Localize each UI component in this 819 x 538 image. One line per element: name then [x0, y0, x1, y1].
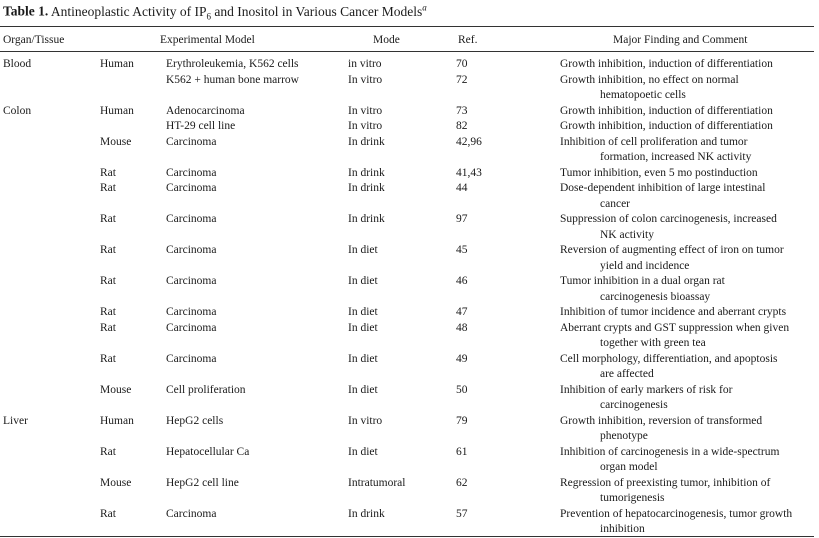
finding-cell: Growth inhibition, induction of differentiation — [560, 104, 773, 117]
mode-cell: In drink — [348, 182, 385, 194]
mode-cell: In diet — [348, 321, 378, 334]
model-cell: Carcinoma — [166, 507, 217, 520]
model-cell: Carcinoma — [166, 182, 217, 194]
ref-cell: 70 — [456, 58, 468, 70]
species-cell: Rat — [100, 321, 116, 334]
model-cell: Carcinoma — [166, 321, 217, 334]
header-mode: Mode — [373, 34, 400, 46]
model-cell: Erythroleukemia, K562 cells — [166, 58, 299, 70]
model-cell: HepG2 cell line — [166, 476, 239, 489]
organ-cell: Colon — [3, 104, 32, 117]
model-cell: Carcinoma — [166, 213, 217, 225]
finding-cell: Inhibition of cell proliferation and tumor — [560, 135, 748, 148]
organ-cell: Liver — [3, 414, 28, 427]
top-rule — [0, 26, 814, 27]
ref-cell: 44 — [456, 182, 468, 194]
finding-cell: organ model — [600, 461, 658, 473]
finding-cell: hematopoetic cells — [600, 89, 686, 101]
model-cell: Carcinoma — [166, 306, 217, 318]
mode-cell: In diet — [348, 275, 378, 287]
species-cell: Rat — [100, 352, 116, 365]
species-cell: Rat — [100, 445, 116, 458]
finding-cell: Aberrant crypts and GST suppression when given — [560, 321, 790, 334]
species-cell: Rat — [100, 507, 116, 520]
ref-cell: 72 — [456, 73, 468, 86]
model-cell: HT-29 cell line — [166, 120, 236, 132]
species-cell: Rat — [100, 244, 116, 256]
header-rule — [0, 51, 814, 52]
finding-cell: yield and incidence — [600, 259, 690, 272]
ref-cell: 50 — [456, 383, 468, 396]
model-cell: HepG2 cells — [166, 414, 224, 427]
mode-cell: Intratumoral — [348, 476, 406, 489]
model-cell: Carcinoma — [166, 352, 217, 365]
footnote-marker: a — [422, 2, 427, 12]
finding-cell: tumorigenesis — [600, 492, 665, 504]
ref-cell: 61 — [456, 445, 468, 458]
finding-cell: formation, increased NK activity — [600, 151, 752, 163]
finding-cell: Growth inhibition, induction of differentiation — [560, 120, 773, 132]
ref-cell: 42,96 — [456, 135, 482, 148]
header-major-finding: Major Finding and Comment — [613, 34, 748, 46]
finding-cell: NK activity — [600, 228, 654, 241]
ref-cell: 62 — [456, 476, 468, 489]
mode-cell: In vitro — [348, 414, 383, 427]
finding-cell: are affected — [600, 368, 654, 380]
ref-cell: 41,43 — [456, 166, 482, 179]
ref-cell: 97 — [456, 213, 468, 225]
species-cell: Mouse — [100, 383, 132, 396]
species-cell: Rat — [100, 182, 116, 194]
mode-cell: In diet — [348, 352, 378, 365]
model-cell: K562 + human bone marrow — [166, 73, 299, 86]
finding-cell: together with green tea — [600, 337, 706, 349]
species-cell: Rat — [100, 213, 116, 225]
finding-cell: Growth inhibition, no effect on normal — [560, 73, 739, 86]
mode-cell: In drink — [348, 213, 385, 225]
finding-cell: Inhibition of tumor incidence and aberrant crypts — [560, 306, 787, 318]
finding-cell: Inhibition of early markers of risk for — [560, 383, 733, 396]
organ-cell: Blood — [3, 58, 32, 70]
ref-cell: 79 — [456, 414, 468, 427]
ref-cell: 45 — [456, 244, 468, 256]
ref-cell: 48 — [456, 321, 468, 334]
finding-cell: Growth inhibition, reversion of transformed — [560, 414, 763, 427]
ref-cell: 47 — [456, 306, 468, 318]
mode-cell: In drink — [348, 507, 385, 520]
model-cell: Carcinoma — [166, 275, 217, 287]
model-cell: Adenocarcinoma — [166, 104, 245, 117]
table-caption — [3, 2, 427, 21]
mode-cell: In diet — [348, 244, 378, 256]
ref-cell: 73 — [456, 104, 468, 117]
finding-cell: Inhibition of carcinogenesis in a wide-spectrum — [560, 445, 780, 458]
species-cell: Human — [100, 58, 134, 70]
species-cell: Human — [100, 104, 134, 117]
finding-cell: Growth inhibition, induction of differentiation — [560, 58, 773, 70]
finding-cell: cancer — [600, 197, 630, 210]
species-cell: Mouse — [100, 135, 132, 148]
mode-cell: In drink — [348, 135, 385, 148]
species-cell: Rat — [100, 275, 116, 287]
mode-cell: in vitro — [348, 58, 382, 70]
mode-cell: In diet — [348, 306, 378, 318]
model-cell: Carcinoma — [166, 166, 217, 179]
mode-cell: In drink — [348, 166, 385, 179]
mode-cell: In vitro — [348, 120, 383, 132]
table-title: Antineoplastic Activity of $IP_6$ and Inositol in Various Cancer Models$^a$ — [50, 2, 427, 22]
finding-cell: phenotype — [600, 430, 648, 442]
finding-cell: carcinogenesis — [600, 399, 668, 411]
finding-cell: inhibition — [600, 523, 645, 535]
species-cell: Human — [100, 414, 134, 427]
mode-cell: In diet — [348, 383, 378, 396]
ref-cell: 46 — [456, 275, 468, 287]
finding-cell: carcinogenesis bioassay — [600, 290, 711, 303]
model-cell: Cell proliferation — [166, 383, 246, 396]
finding-cell: Prevention of hepatocarcinogenesis, tumor growth — [560, 507, 793, 520]
finding-cell: Dose-dependent inhibition of large intestinal — [560, 182, 766, 194]
finding-cell: Tumor inhibition, even 5 mo postinduction — [560, 166, 758, 179]
ref-cell: 82 — [456, 120, 468, 132]
header-ref: Ref. — [458, 34, 478, 46]
header-organ-tissue: Organ/Tissue — [3, 34, 65, 46]
finding-cell: Tumor inhibition in a dual organ rat — [560, 275, 725, 287]
finding-cell: Regression of preexisting tumor, inhibition of — [560, 476, 771, 489]
model-cell: Carcinoma — [166, 135, 217, 148]
header-experimental-model: Experimental Model — [160, 34, 255, 46]
finding-cell: Reversion of augmenting effect of iron on tumor — [560, 244, 784, 256]
finding-cell: Cell morphology, differentiation, and apoptosis — [560, 352, 778, 365]
finding-cell: Suppression of colon carcinogenesis, increased — [560, 213, 777, 225]
mode-cell: In vitro — [348, 104, 383, 117]
model-cell: Hepatocellular Ca — [166, 445, 250, 458]
species-cell: Rat — [100, 306, 116, 318]
model-cell: Carcinoma — [166, 244, 217, 256]
species-cell: Mouse — [100, 476, 132, 489]
ref-cell: 49 — [456, 352, 468, 365]
mode-cell: In vitro — [348, 73, 383, 86]
table-label: Table 1. — [3, 3, 49, 19]
mode-cell: In diet — [348, 445, 378, 458]
species-cell: Rat — [100, 166, 116, 179]
ref-cell: 57 — [456, 507, 468, 520]
